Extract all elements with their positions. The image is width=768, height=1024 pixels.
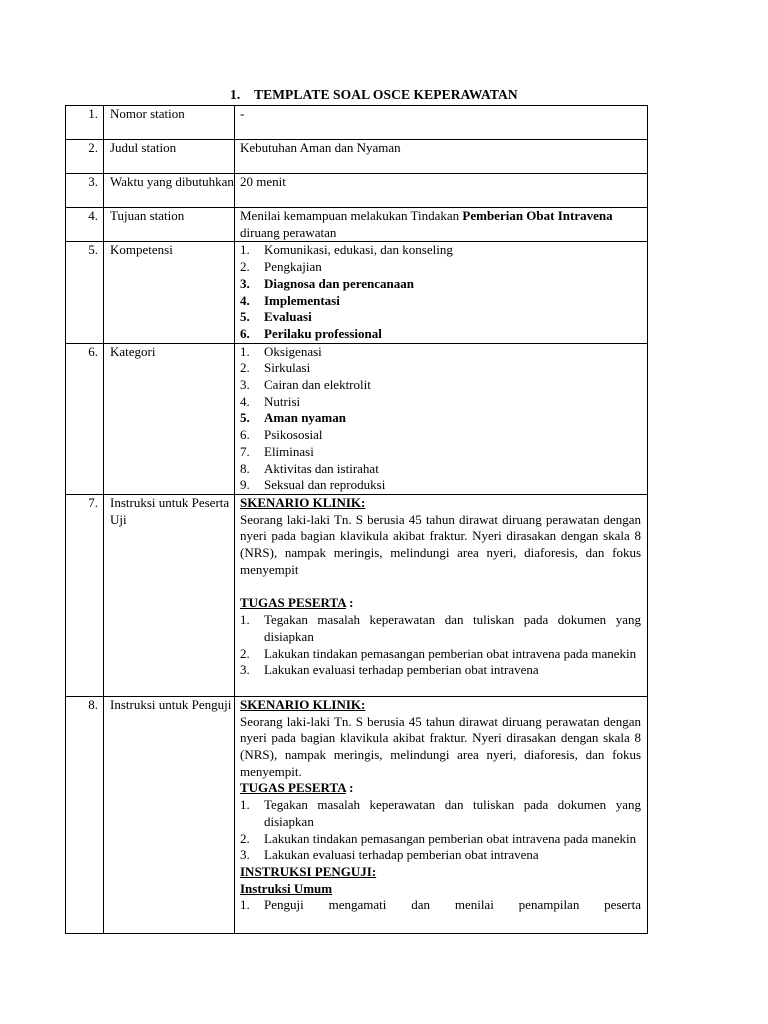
list-text: Lakukan tindakan pemasangan pemberian obat intravena pada manekin	[264, 830, 637, 846]
scenario-text: Seorang laki-laki Tn. S berusia 45 tahun dirawat diruang perawatan dengan nyeri pada bagian klavikula akibat fraktur. Nyeri dirasakan dengan skala 8 (NRS), nampak meringis, melindungi area nyeri, diaforesis, dan fokus menyempit	[240, 511, 641, 577]
row-number: 6.	[66, 343, 104, 494]
list-item	[240, 897, 641, 914]
list-item	[240, 309, 641, 326]
row-value	[235, 343, 648, 494]
list-item	[240, 259, 641, 276]
list-item	[240, 612, 641, 645]
list-number: 3.	[240, 662, 250, 678]
list-item	[240, 242, 641, 259]
row-value	[235, 242, 648, 343]
list-text: Cairan dan elektrolit	[264, 377, 371, 393]
list-item	[240, 410, 641, 427]
table-row	[66, 106, 648, 140]
list-text: Nutrisi	[264, 393, 301, 409]
list-text: Aktivitas dan istirahat	[264, 460, 379, 476]
row-label: Instruksi untuk Penguji	[104, 696, 235, 933]
task-heading	[240, 780, 641, 797]
row-number: 8.	[66, 696, 104, 933]
row-value	[235, 494, 648, 696]
list-item	[240, 477, 641, 494]
row-number: 3.	[66, 174, 104, 208]
list-number: 8.	[240, 460, 250, 476]
row-label: Waktu yang dibutuhkan	[104, 174, 235, 208]
purpose-text: Menilai kemampuan melakukan Tindakan	[240, 208, 463, 223]
list-text: Lakukan evaluasi terhadap pemberian obat intravena	[264, 662, 539, 678]
list-number: 4.	[240, 292, 250, 308]
title-text: TEMPLATE SOAL OSCE KEPERAWATAN	[254, 87, 518, 102]
list-item	[240, 360, 641, 377]
row-number: 5.	[66, 242, 104, 343]
list-item	[240, 847, 641, 864]
task-heading-colon: :	[345, 595, 354, 611]
list-text: Penguji mengamati dan menilai penampilan peserta	[264, 897, 641, 913]
list-number: 4.	[240, 393, 250, 409]
row-value: 20 menit	[235, 174, 648, 208]
purpose-text-end: diruang perawatan	[240, 224, 337, 240]
title-number: 1.	[230, 87, 241, 102]
row-number: 2.	[66, 140, 104, 174]
examiner-instruction-heading: INSTRUKSI PENGUJI:	[240, 863, 377, 879]
row-number: 7.	[66, 494, 104, 696]
list-text: Tegakan masalah keperawatan dan tuliskan pada dokumen yang disiapkan	[264, 612, 641, 644]
list-text: Tegakan masalah keperawatan dan tuliskan pada dokumen yang disiapkan	[264, 797, 641, 829]
task-heading-text: TUGAS PESERTA	[240, 780, 346, 796]
table-row	[66, 208, 648, 242]
list-item	[240, 377, 641, 394]
competency-list	[240, 242, 641, 342]
task-heading	[240, 595, 641, 612]
table-row	[66, 174, 648, 208]
task-heading-colon: :	[345, 780, 354, 796]
list-item	[240, 293, 641, 310]
list-number: 2.	[240, 830, 250, 846]
scenario-heading: SKENARIO KLINIK:	[240, 494, 366, 510]
list-number: 1.	[240, 897, 250, 913]
row-label: Kompetensi	[104, 242, 235, 343]
list-text: Pengkajian	[264, 259, 322, 275]
list-text: Oksigenasi	[264, 343, 322, 359]
purpose-bold-text: Pemberian Obat Intravena	[462, 208, 613, 223]
list-item	[240, 461, 641, 478]
list-text: Komunikasi, edukasi, dan konseling	[264, 242, 453, 258]
list-number: 2.	[240, 360, 250, 376]
list-item	[240, 662, 641, 679]
list-number: 3.	[240, 847, 250, 863]
table-row	[66, 696, 648, 933]
list-item	[240, 427, 641, 444]
list-text: Perilaku professional	[264, 325, 382, 341]
list-number: 3.	[240, 377, 250, 393]
list-text: Lakukan tindakan pemasangan pemberian obat intravena pada manekin	[264, 645, 637, 661]
list-item	[240, 344, 641, 361]
list-item	[240, 797, 641, 830]
list-item	[240, 326, 641, 343]
table-row	[66, 242, 648, 343]
row-label: Judul station	[104, 140, 235, 174]
list-number: 5.	[240, 309, 250, 325]
list-text: Implementasi	[264, 292, 340, 308]
list-number: 7.	[240, 443, 250, 459]
document-title	[230, 87, 518, 104]
list-text: Evaluasi	[264, 309, 312, 325]
task-list	[240, 612, 641, 679]
table-row	[66, 494, 648, 696]
osce-template-table	[65, 105, 648, 934]
list-text: Eliminasi	[264, 443, 314, 459]
list-text: Sirkulasi	[264, 360, 311, 376]
row-number: 1.	[66, 106, 104, 140]
list-number: 2.	[240, 645, 250, 661]
row-label: Nomor station	[104, 106, 235, 140]
category-list	[240, 344, 641, 494]
row-value	[235, 696, 648, 933]
list-number: 6.	[240, 427, 250, 443]
list-number: 9.	[240, 477, 250, 493]
list-number: 1.	[240, 343, 250, 359]
task-list	[240, 797, 641, 864]
list-number: 1.	[240, 242, 250, 258]
list-number: 5.	[240, 410, 250, 426]
list-text: Psikososial	[264, 427, 323, 443]
list-item	[240, 276, 641, 293]
task-heading-text: TUGAS PESERTA	[240, 595, 346, 611]
general-instruction-list	[240, 897, 641, 914]
scenario-text: Seorang laki-laki Tn. S berusia 45 tahun dirawat diruang perawatan dengan nyeri pada bagian klavikula akibat fraktur. Nyeri dirasakan dengan skala 8 (NRS), nampak meringis, melindungi area nyeri, diaforesis, dan fokus menyempit.	[240, 713, 641, 779]
list-text: Lakukan evaluasi terhadap pemberian obat intravena	[264, 847, 539, 863]
row-value: -	[235, 106, 648, 140]
table-row	[66, 140, 648, 174]
row-label: Instruksi untuk Peserta Uji	[104, 494, 235, 696]
list-item	[240, 831, 641, 848]
row-value: Kebutuhan Aman dan Nyaman	[235, 140, 648, 174]
list-item	[240, 444, 641, 461]
list-item	[240, 646, 641, 663]
row-number: 4.	[66, 208, 104, 242]
row-label: Kategori	[104, 343, 235, 494]
list-number: 6.	[240, 325, 250, 341]
list-text: Aman nyaman	[264, 410, 346, 426]
list-text: Seksual dan reproduksi	[264, 477, 386, 493]
row-value	[235, 208, 648, 242]
row-label: Tujuan station	[104, 208, 235, 242]
scenario-heading: SKENARIO KLINIK:	[240, 696, 366, 712]
table-row	[66, 343, 648, 494]
general-instruction-heading: Instruksi Umum	[240, 880, 333, 896]
list-number: 3.	[240, 275, 250, 291]
list-text: Diagnosa dan perencanaan	[264, 275, 415, 291]
list-item	[240, 394, 641, 411]
list-number: 1.	[240, 612, 250, 628]
list-number: 2.	[240, 259, 250, 275]
list-number: 1.	[240, 797, 250, 813]
